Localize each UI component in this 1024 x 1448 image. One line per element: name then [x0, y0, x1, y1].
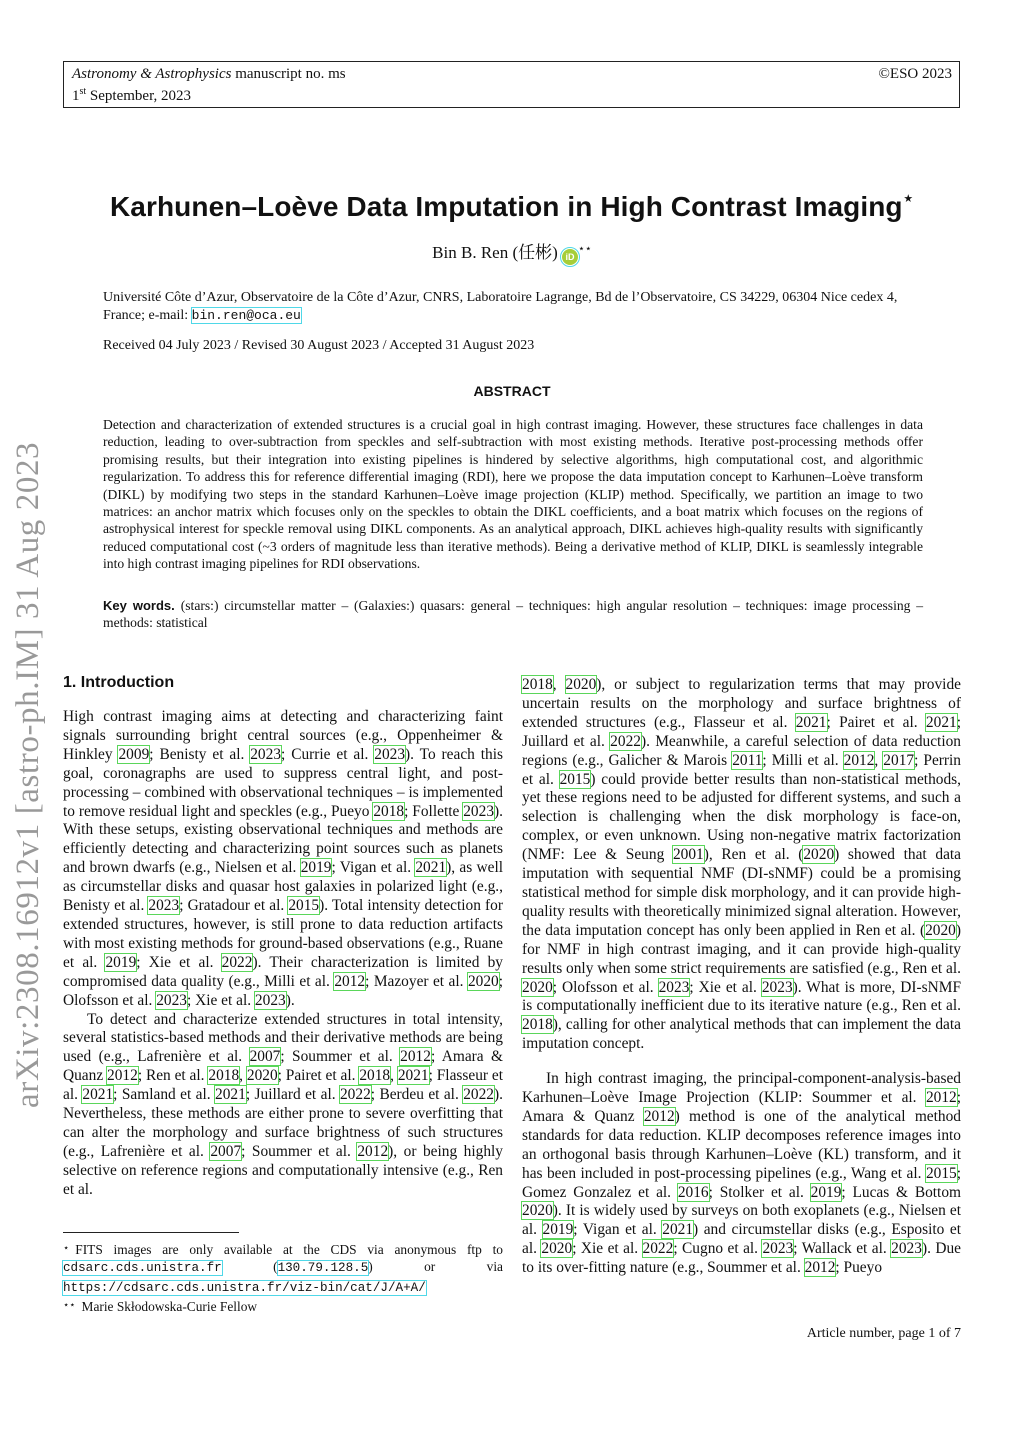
- citation-link[interactable]: 2020: [522, 978, 553, 996]
- intro-paragraph-2: To detect and characterize extended structures in total intensity, several statistics-based methods and their derivative methods are being used (e.g., Lafrenière et al. 2007; Soummer et al. 2012; Amara & Quanz 2012; Ren et al. 2018, 2020; Pairet et al. 2018, 2021; Flasseur et al. 2021; Samland et al. 2021; Juillard et al. 2022; Berdeu et al. 2022). Nevertheless, these methods are either prone to severe overfitting that can alter the morphology and surface brightness of such structures (e.g., Lafrenière et al. 2007; Soummer et al. 2012), or being highly selective on reference regions and computationally intensive (e.g., Ren et al.: [63, 1010, 504, 1198]
- footnote-2: ⋆⋆ Marie Skłodowska-Curie Fellow: [63, 1299, 258, 1315]
- author-footnote-mark: ⋆⋆: [578, 243, 592, 255]
- footnotes: [63, 1240, 503, 1316]
- citation-link[interactable]: 2020: [246, 1067, 278, 1085]
- journal-name: Astronomy & Astrophysics manuscript no. ms: [72, 66, 346, 82]
- ftp-ip-link[interactable]: 130.79.128.5: [277, 1261, 369, 1276]
- citation-link[interactable]: 2017: [883, 751, 915, 769]
- citation-link[interactable]: 2019: [300, 859, 332, 877]
- intro-paragraph-3: 2018, 2020), or subject to regularization terms that may provide uncertain results on the morphology and surface brightness of extended structures (e.g., Flasseur et al. 2021; Pairet et al. 2021; Juillard et al. 2022). Meanwhile, a careful selection of data reduction regions (e.g., Galicher & Marois 2011; Milli et al. 2012, 2017; Perrin et al. 2015) could provide better results than non-statistical methods, yet these regions need to be adjusted for different systems, and such a selection is challenging when the disk morphology is face-on, complex, or even unknown. Using non-negative matrix factorization (NMF: Lee & Seung 2001), Ren et al. (2020) showed that data imputation with sequential NMF (DI-sNMF) could be a promising statistical method for simple disk morphology, and it can provide high-quality results with theoretically minimized signal alteration. However, the data imputation concept has only been applied in Ren et al. (2020) for NMF in high contrast imaging, and it can provide high-quality results only when some strict requirements are satisfied (e.g., Ren et al. 2020; Olofsson et al. 2023; Xie et al. 2023). What is more, DI-sNMF is computationally inefficient due to its iterative nature (e.g., Ren et al. 2018), calling for other analytical methods that can implement the data imputation concept.: [522, 676, 962, 1053]
- citation-link[interactable]: 2001: [672, 846, 704, 864]
- right-column: [522, 676, 961, 1278]
- paper-title: Karhunen–Loève Data Imputation in High Contrast Imaging⋆: [109, 188, 915, 222]
- citation-link[interactable]: 2012: [107, 1067, 138, 1085]
- citation-link[interactable]: 2020: [522, 1202, 553, 1220]
- author-name: Bin B. Ren (任彬): [432, 243, 558, 262]
- intro-paragraph-1: High contrast imaging aims at detecting and characterizing faint signals surrounding bright central sources (e.g., Oppenheimer & Hinkley 2009; Benisty et al. 2023; Currie et al. 2023). To reach this goal, coronagraphs are used to suppress central light, and post-processing – combined with observational techniques – is implemented to remove residual light and speckles (e.g., Pueyo 2018; Follette 2023). With these setups, existing observational techniques and methods are efficiently detecting and characterizing point sources such as planets and brown dwarfs (e.g., Nielsen et al. 2019; Vigan et al. 2021), as well as circumstellar disks and quasar host galaxies in polarized light (e.g., Benisty et al. 2023; Gratadour et al. 2015). Total intensity detection for extended structures, however, is still prone to data reduction artifacts with most existing methods for ground-based observations (e.g., Ruane et al. 2019; Xie et al. 2022). Their characterization is limited by compromised data quality (e.g., Milli et al. 2012; Mazoyer et al. 2020; Olofsson et al. 2023; Xie et al. 2023).: [63, 708, 504, 1009]
- section-title-introduction: 1. Introduction: [63, 674, 175, 691]
- citation-link[interactable]: 2012: [925, 1089, 957, 1107]
- citation-link[interactable]: 2019: [810, 1183, 842, 1201]
- email-link[interactable]: bin.ren@oca.eu: [191, 308, 301, 323]
- citation-link[interactable]: 2020: [565, 676, 597, 693]
- keywords-text: (stars:) circumstellar matter – (Galaxies:) quasars: general – techniques: high angular resolution – techniques: image processing – methods: statistical: [103, 598, 924, 631]
- citation-link[interactable]: 2022: [221, 953, 253, 971]
- citation-link[interactable]: 2012: [334, 972, 366, 990]
- citation-link[interactable]: 2018: [522, 1016, 553, 1034]
- citation-link[interactable]: 2015: [288, 897, 320, 915]
- citation-link[interactable]: 2020: [467, 972, 499, 990]
- citation-link[interactable]: 2023: [762, 1240, 794, 1258]
- author-line: [0, 238, 1024, 265]
- citation-link[interactable]: 2012: [843, 751, 875, 769]
- footnote-1: ⋆ FITS images are only available at the CDS via anonymous ftp to cdsarc.cds.unistra.fr (130.79.128.5) or via https://cdsarc.cds.unistra.fr/viz-bin/cat/J/A+A/: [63, 1242, 503, 1295]
- citation-link[interactable]: 2021: [925, 713, 957, 731]
- citation-link[interactable]: 2019: [105, 953, 137, 971]
- affiliation: Université Côte d’Azur, Observatoire de la Côte d’Azur, CNRS, Laboratoire Lagrange, Bd de l’Observatoire, CS 34229, 06304 Nice cedex 4, France; e-mail: bin.ren@oca.eu: [103, 290, 898, 323]
- intro-paragraph-4: In high contrast imaging, the principal-component-analysis-based Karhunen–Loève Image Projection (KLIP: Soummer et al. 2012; Amara & Quanz 2012) method is one of the analytical method standards for data reduction. KLIP decomposes reference images into an orthogonal basis through Karhunen–Loève (KL) transform, and it has been included in post-processing pipelines (e.g., Wang et al. 2015; Gomez Gonzalez et al. 2016; Stolker et al. 2019; Lucas & Bottom 2020). It is widely used by surveys on both exoplanets (e.g., Nielsen et al. 2019; Vigan et al. 2021) and circumstellar disks (e.g., Esposito et al. 2020; Xie et al. 2022; Cugno et al. 2023; Wallack et al. 2023). Due to its over-fitting nature (e.g., Soummer et al. 2012; Pueyo: [522, 1070, 962, 1277]
- citation-link[interactable]: 2012: [643, 1107, 675, 1125]
- orcid-icon[interactable]: iD: [562, 249, 578, 265]
- citation-link[interactable]: 2009: [118, 745, 150, 763]
- citation-link[interactable]: 2023: [156, 991, 187, 1009]
- citation-link[interactable]: 2020: [541, 1240, 573, 1258]
- citation-link[interactable]: 2015: [925, 1164, 957, 1182]
- abstract-heading: ABSTRACT: [473, 383, 551, 399]
- citation-link[interactable]: 2011: [732, 751, 763, 769]
- citation-link[interactable]: 2020: [803, 846, 835, 864]
- citation-link[interactable]: 2023: [891, 1240, 922, 1258]
- citation-link[interactable]: 2015: [559, 770, 591, 788]
- citation-link[interactable]: 2020: [925, 921, 956, 939]
- keywords-label: Key words.: [103, 598, 175, 613]
- page-number: Article number, page 1 of 7: [806, 1326, 961, 1341]
- citation-link[interactable]: 2021: [215, 1086, 246, 1104]
- citation-link[interactable]: 2019: [542, 1221, 574, 1239]
- citation-link[interactable]: 2007: [210, 1142, 242, 1160]
- citation-link[interactable]: 2023: [658, 978, 690, 996]
- citation-link[interactable]: 2022: [610, 732, 641, 750]
- footnote-rule: [63, 1232, 239, 1233]
- received-dates: Received 04 July 2023 / Revised 30 August 2023 / Accepted 31 August 2023: [103, 338, 535, 353]
- citation-link[interactable]: 2007: [249, 1048, 281, 1066]
- left-column: [63, 708, 503, 1200]
- citation-link[interactable]: 2021: [82, 1086, 114, 1104]
- citation-link[interactable]: 2022: [463, 1086, 494, 1104]
- citation-link[interactable]: 2022: [642, 1240, 674, 1258]
- citation-link[interactable]: 2021: [795, 713, 827, 731]
- header-date: 1st September, 2023: [72, 86, 191, 104]
- keywords: [103, 597, 923, 632]
- citation-link[interactable]: 2021: [662, 1221, 694, 1239]
- citation-link[interactable]: 2016: [677, 1183, 709, 1201]
- citation-link[interactable]: 2012: [357, 1142, 389, 1160]
- citation-link[interactable]: 2012: [804, 1259, 836, 1277]
- citation-link[interactable]: 2021: [415, 859, 447, 877]
- citation-link[interactable]: 2021: [397, 1067, 429, 1085]
- citation-link[interactable]: 2023: [374, 745, 406, 763]
- citation-link[interactable]: 2018: [208, 1067, 240, 1085]
- citation-link[interactable]: 2012: [400, 1048, 431, 1066]
- ftp-host-link[interactable]: cdsarc.cds.unistra.fr: [63, 1261, 222, 1276]
- cds-url-link[interactable]: https://cdsarc.cds.unistra.fr/viz-bin/cat/J/A+A/: [63, 1280, 426, 1295]
- journal-header-box: [63, 61, 960, 108]
- abstract-text: Detection and characterization of extended structures is a crucial goal in high contrast imaging. However, these structures face challenges in data reduction, leading to over-subtraction from speckles and self-subtraction with most existing methods. Iterative post-processing methods offer promising results, but their integration into existing pipelines is hindered by selective algorithms, high computational cost, and algorithmic regularization. To address this for reference differential imaging (RDI), here we propose the data imputation concept to Karhunen–Loève transform (DIKL) by modifying two steps in the standard Karhunen–Loève image projection (KLIP) method. Specifically, we partition an image to two matrices: an anchor matrix which focuses only on the speckles to obtain the DIKL coefficients, and a boat matrix which focuses on the regions of astrophysical interest for speckle removal using DIKL components. As an analytical approach, DIKL achieves high-quality results with significantly reduced computational cost (~3 orders of magnitude less than iterative methods). Being a derivative method of KLIP, DIKL is seamlessly integrable into high contrast imaging pipelines for RDI observations.: [103, 417, 923, 572]
- citation-link[interactable]: 2023: [761, 978, 793, 996]
- copyright: ©ESO 2023: [878, 66, 952, 82]
- citation-link[interactable]: 2018: [522, 676, 553, 693]
- citation-link[interactable]: 2023: [148, 897, 180, 915]
- citation-link[interactable]: 2018: [359, 1067, 391, 1085]
- arxiv-sidebar-id: arXiv:2308.16912v1 [astro-ph.IM] 31 Aug 2023: [10, 441, 46, 1108]
- citation-link[interactable]: 2022: [339, 1086, 371, 1104]
- citation-link[interactable]: 2023: [250, 745, 282, 763]
- citation-link[interactable]: 2023: [254, 991, 286, 1009]
- citation-link[interactable]: 2018: [373, 802, 405, 820]
- citation-link[interactable]: 2023: [463, 802, 495, 820]
